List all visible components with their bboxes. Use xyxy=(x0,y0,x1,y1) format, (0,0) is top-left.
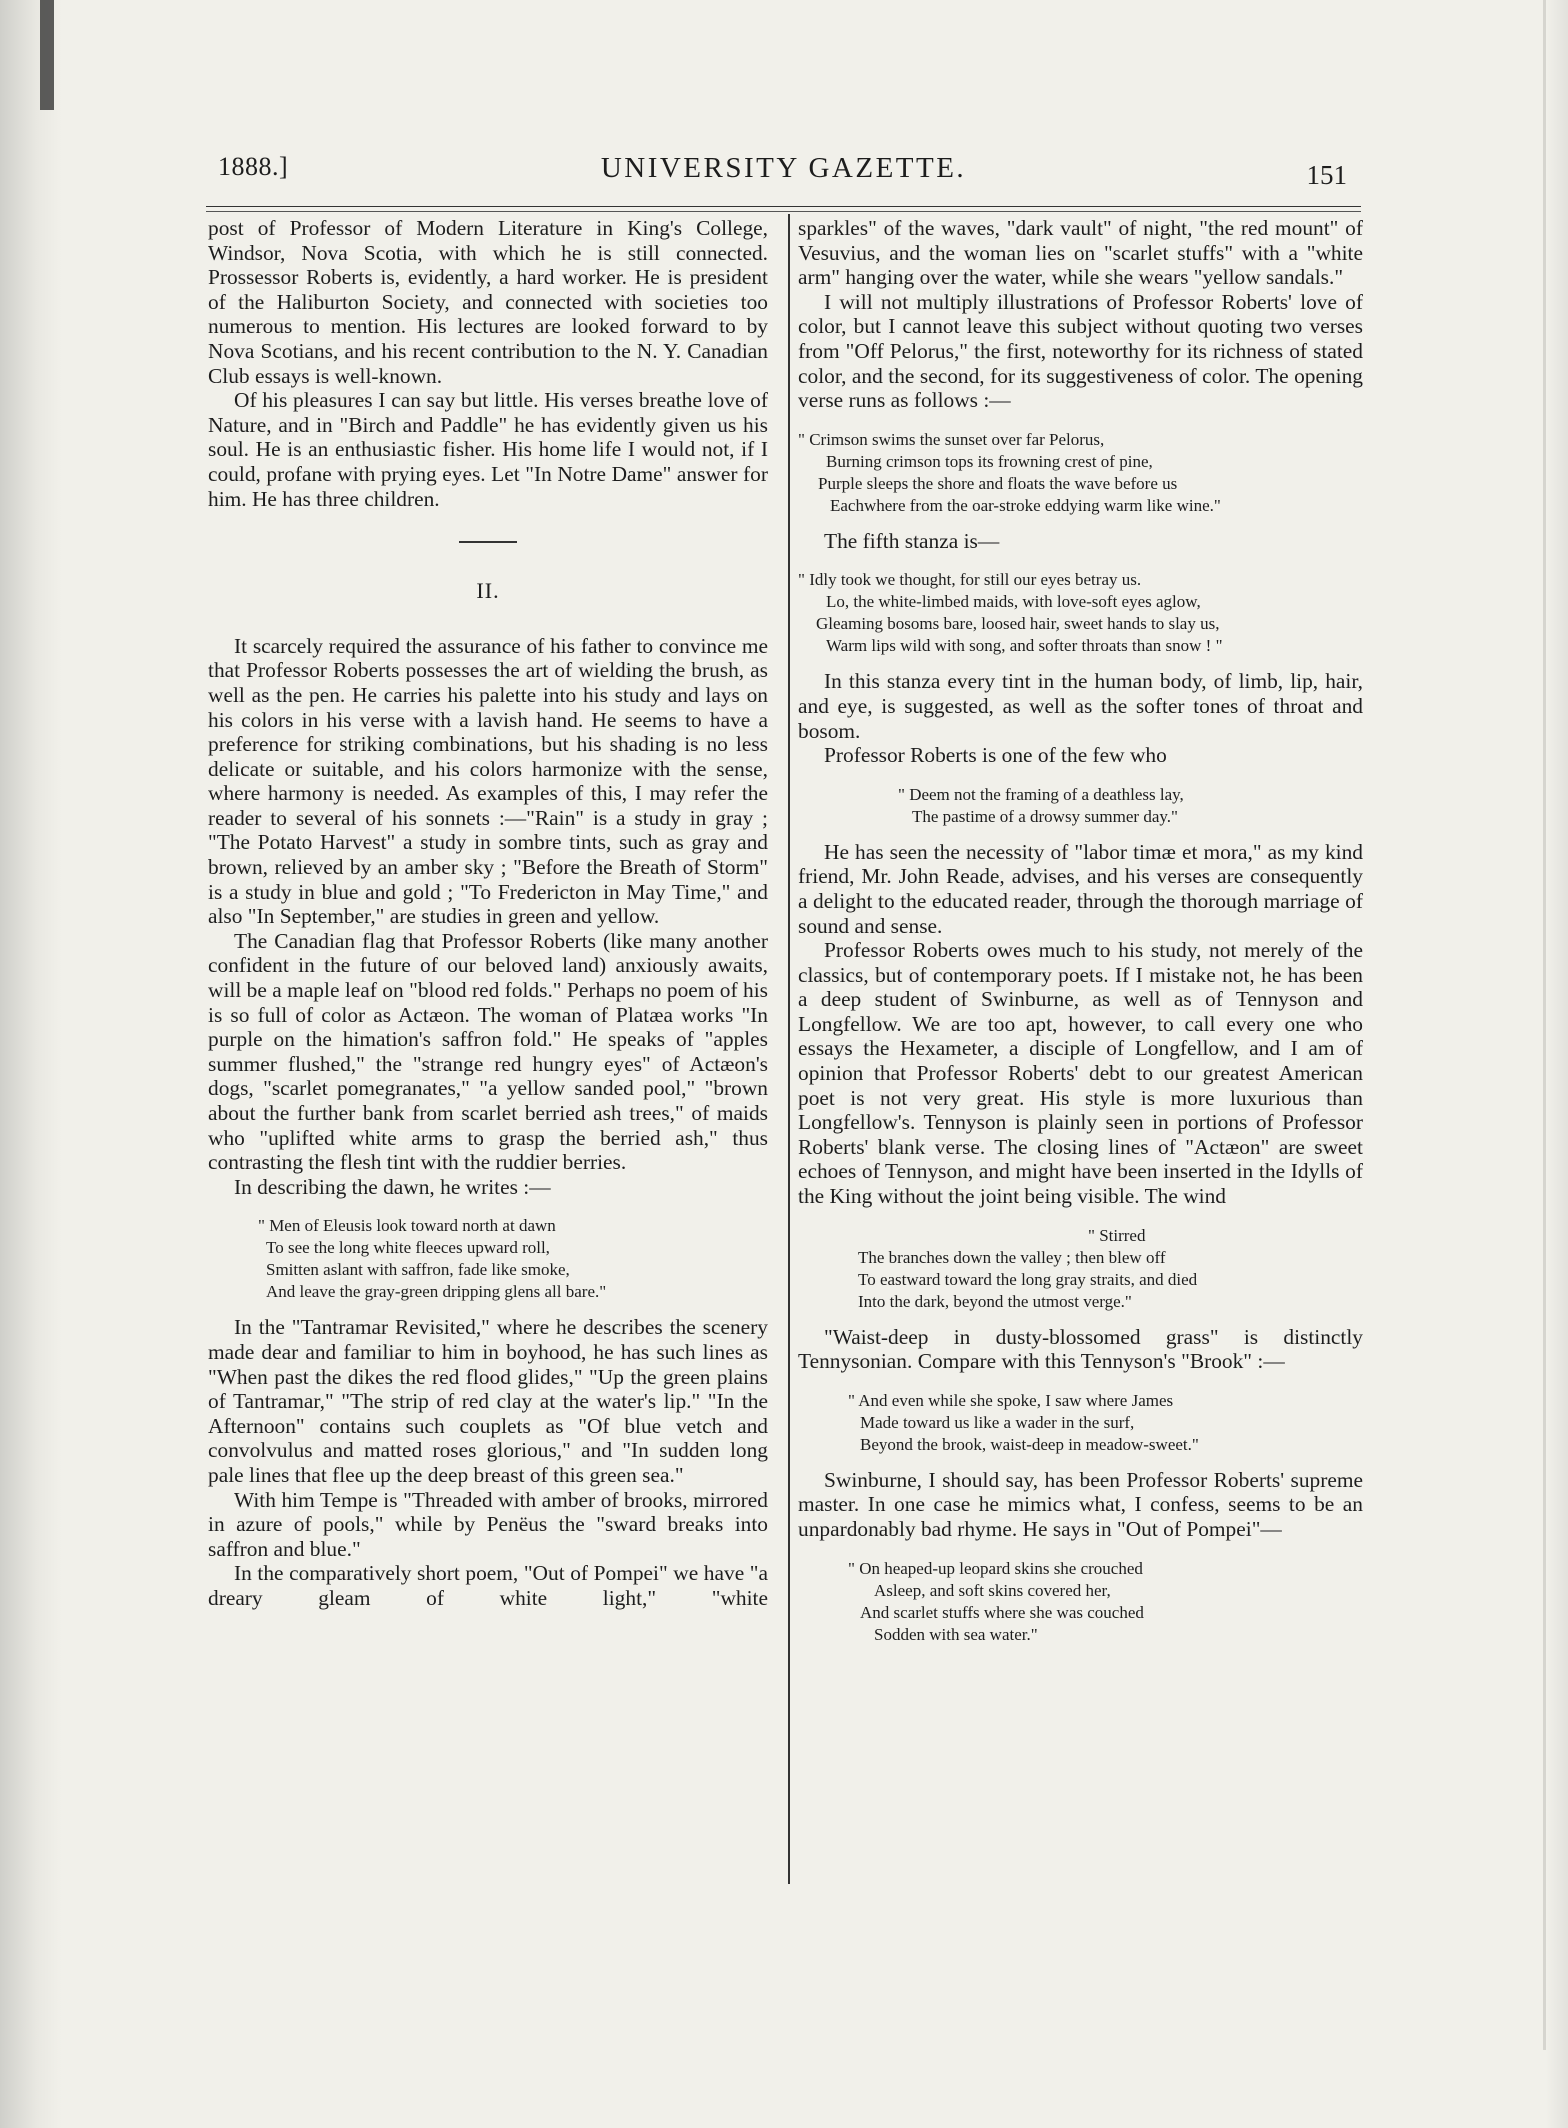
verse-line: Made toward us like a wader in the surf, xyxy=(860,1412,1135,1432)
verse-line: The pastime of a drowsy summer day." xyxy=(912,806,1178,826)
paragraph: post of Professor of Modern Literature in King's College, Windsor, Nova Scotia, with which he is still connected. Prossessor Roberts is, evidently, a hard worker. He is president of the Haliburton Society, and connected with societies too numerous to mention. His lectures are looked forward to by Nova Scotians, and his recent contribution to the N. Y. Canadian Club essays is well-known. xyxy=(208,216,768,388)
paragraph: In the comparatively short poem, "Out of Pompei" we have "a dreary gleam of white light," "white xyxy=(208,1561,768,1610)
verse-line: " Stirred xyxy=(1088,1225,1146,1245)
verse-line: And leave the gray-green dripping glens all bare." xyxy=(266,1282,607,1302)
verse-line: Sodden with sea water." xyxy=(874,1624,1038,1644)
verse-line: " And even while she spoke, I saw where James xyxy=(848,1390,1174,1410)
verse-line: To see the long white fleeces upward roll, xyxy=(266,1238,550,1258)
header-rule-thin xyxy=(206,211,1361,212)
right-column xyxy=(798,216,1363,1658)
verse-line: Warm lips wild with song, and softer throats than snow ! " xyxy=(826,636,1223,656)
verse-line: " Crimson swims the sunset over far Pelorus, xyxy=(798,429,1105,449)
paragraph: Professor Roberts owes much to his study, not merely of the classics, but of contemporary poets. If I mistake not, he has been a deep student of Swinburne, as well as of Tennyson and Longfellow. We are too apt, however, to call every one who essays the Hexameter, a disciple of Longfellow, and I am of opinion that Professor Roberts' debt to our greatest American poet is not very great. His style is more luxurious than Longfellow's. Tennyson is plainly seen in portions of Professor Roberts' blank verse. The closing lines of "Actæon" are sweet echoes of Tennyson, and might have been inserted in the Idylls of the King without the joint being visible. The wind xyxy=(798,938,1363,1209)
column-divider xyxy=(788,214,790,1884)
paragraph: Swinburne, I should say, has been Professor Roberts' supreme master. In one case he mimics what, I confess, seems to be an unpardonably bad rhyme. He says in "Out of Pompei"— xyxy=(798,1467,1363,1541)
header-title: UNIVERSITY GAZETTE. xyxy=(600,152,967,184)
verse-quote xyxy=(208,1215,768,1303)
paragraph: The fifth stanza is— xyxy=(824,528,1000,553)
verse-line: Purple sleeps the shore and floats the wave before us xyxy=(818,473,1178,493)
verse-line: Eachwhere from the oar-stroke eddying warm like wine." xyxy=(830,495,1221,515)
verse-quote xyxy=(798,784,1363,828)
verse-quote xyxy=(798,1558,1363,1646)
verse-line: " Idly took we thought, for still our eyes betray us. xyxy=(798,570,1142,590)
verse-line: Asleep, and soft skins covered her, xyxy=(874,1580,1111,1600)
paragraph: With him Tempe is "Threaded with amber of brooks, mirrored in azure of pools," while by Penëus the "sward breaks into saffron and blue." xyxy=(208,1487,768,1561)
paragraph: Of his pleasures I can say but little. His verses breathe love of Nature, and in "Birch and Paddle" he has evidently given us his soul. He is an enthusiastic fisher. His home life I would not, if I could, profane with prying eyes. Let "In Notre Dame" answer for him. He has three children. xyxy=(208,388,768,511)
running-header xyxy=(206,152,1361,202)
paragraph: In the "Tantramar Revisited," where he describes the scenery made dear and familiar to him in boyhood, he has such lines as "When past the dikes the red flood glides," "Up the green plains of Tantramar," "The strip of red clay at the water's lip." "In the Afternoon" contains such couplets as "Of blue vetch and convolvulus and matted roses glorious," and "In sudden long pale lines that flee up the deep breast of this green sea." xyxy=(208,1315,768,1487)
verse-line: Gleaming bosoms bare, loosed hair, sweet hands to slay us, xyxy=(816,614,1220,634)
section-heading: II. xyxy=(476,578,500,604)
paragraph: He has seen the necessity of "labor timæ et mora," as my kind friend, Mr. John Reade, advises, and his verses are consequently a delight to the educated reader, through the thorough marriage of sound and sense. xyxy=(798,839,1363,938)
verse-line: To eastward toward the long gray straits, and died xyxy=(858,1269,1198,1289)
paragraph: "Waist-deep in dusty-blossomed grass" is distinctly Tennysonian. Compare with this Tennyson's "Brook" :— xyxy=(798,1324,1363,1374)
verse-line: Lo, the white-limbed maids, with love-soft eyes aglow, xyxy=(826,592,1201,612)
header-year: 1888.] xyxy=(218,152,289,181)
verse-line: The branches down the valley ; then blew off xyxy=(858,1247,1166,1267)
header-rule xyxy=(206,206,1361,207)
verse-quote xyxy=(798,1390,1363,1456)
verse-quote xyxy=(798,1225,1363,1313)
verse-line: " Men of Eleusis look toward north at dawn xyxy=(258,1216,556,1236)
verse-quote xyxy=(798,569,1363,657)
paragraph: In this stanza every tint in the human body, of limb, lip, hair, and eye, is suggested, as well as the softer tones of throat and bosom. xyxy=(798,669,1363,743)
verse-line: And scarlet stuffs where she was couched xyxy=(860,1602,1144,1622)
left-column xyxy=(208,216,768,1611)
paragraph: I will not multiply illustrations of Professor Roberts' love of color, but I cannot leave this subject without quoting two verses from "Off Pelorus," the first, noteworthy for its richness of stated color, and the second, for its suggestiveness of color. The opening verse runs as follows :— xyxy=(798,289,1363,413)
paragraph: Professor Roberts is one of the few who xyxy=(824,743,1167,768)
verse-line: Smitten aslant with saffron, fade like smoke, xyxy=(266,1260,570,1280)
verse-line: Into the dark, beyond the utmost verge." xyxy=(858,1291,1132,1311)
verse-line: " Deem not the framing of a deathless lay, xyxy=(898,784,1184,804)
paragraph: sparkles" of the waves, "dark vault" of night, "the red mount" of Vesuvius, and the woman lies on "scarlet stuffs" with a "white arm" hanging over the water, while she wears "yellow sandals." xyxy=(798,216,1363,290)
header-page-number: 151 xyxy=(1306,160,1347,190)
verse-quote xyxy=(798,429,1363,517)
verse-line: " On heaped-up leopard skins she crouched xyxy=(848,1558,1143,1578)
paragraph: It scarcely required the assurance of his father to convince me that Professor Roberts possesses the art of wielding the brush, as well as the pen. He carries his palette into his study and lays on his colors in his verse with a lavish hand. He seems to have a preference for striking combinations, but his shading is no less delicate or suitable, and his colors harmonize with the sense, where harmony is needed. As examples of this, I may refer the reader to several of his sonnets :—"Rain" is a study in gray ; "The Potato Harvest" a study in sombre tints, such as gray and brown, relieved by an amber sky ; "Before the Breath of Storm" is a study in blue and gold ; "To Fredericton in May Time," and also "In September," are studies in green and yellow. xyxy=(208,633,768,929)
section-divider xyxy=(459,541,517,543)
paragraph: The Canadian flag that Professor Roberts (like many another confident in the future of our beloved land) anxiously awaits, will be a maple leaf on "blood red folds." Perhaps no poem of his is so full of color as Actæon. The woman of Platæa works "In purple on the himation's saffron fold." He speaks of "apples summer flushed," the "strange red hungry eyes" of Actæon's dogs, "scarlet pomegranates," "a yellow sanded pool," "brown about the further bank from scarlet berried ash trees," of maids who "uplifted white arms to grasp the berried ash," thus contrasting the flesh tint with the ruddier berries. xyxy=(208,928,768,1175)
verse-line: Beyond the brook, waist-deep in meadow-sweet." xyxy=(860,1434,1199,1454)
paragraph: In describing the dawn, he writes :— xyxy=(234,1174,551,1199)
verse-line: Burning crimson tops its frowning crest of pine, xyxy=(826,451,1153,471)
